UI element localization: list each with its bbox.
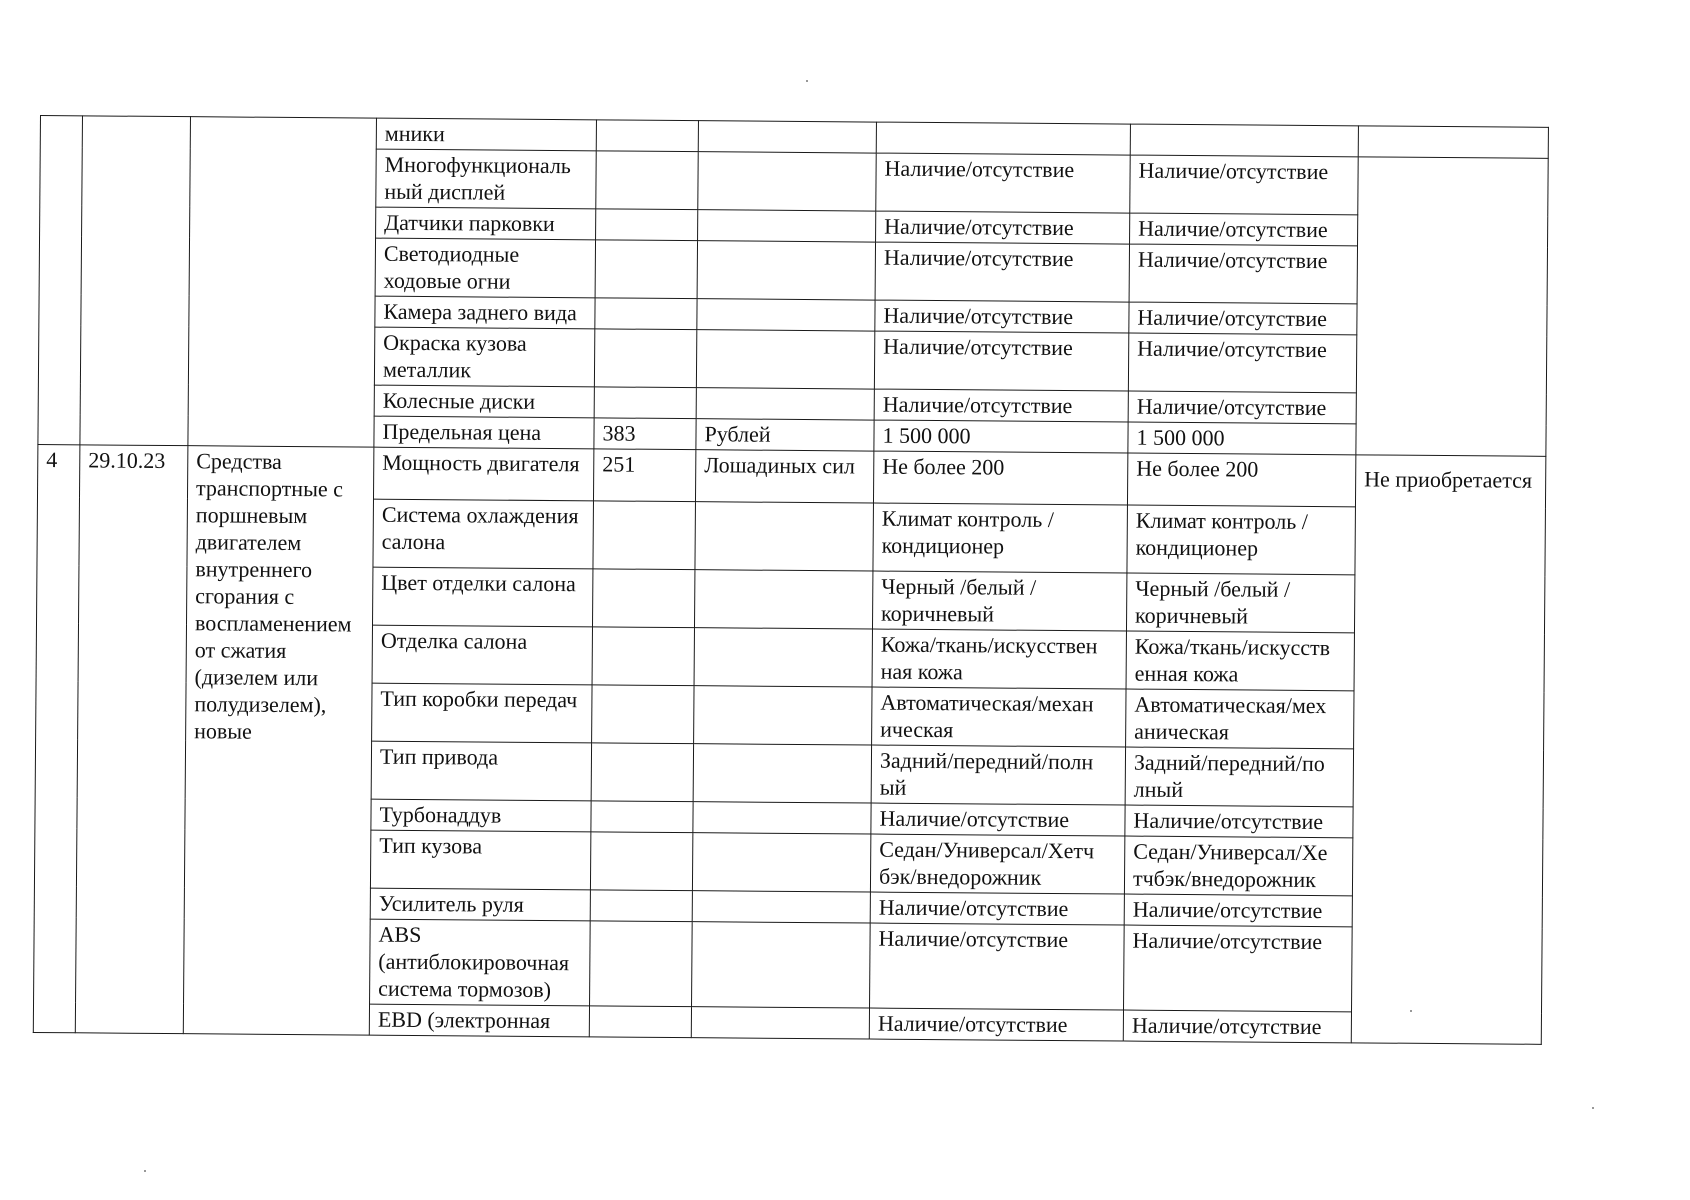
value-max-cell: Климат контроль /кондиционер [1127,505,1356,575]
code-cell [594,387,696,419]
unit-cell [691,1007,869,1039]
value-min-cell: Кожа/ткань/искусствен ная кожа [872,629,1126,689]
code-cell [596,151,698,210]
value-min-cell: Черный /белый / коричневый [872,571,1126,631]
value-max-cell: Наличие/отсутствие [1130,155,1358,215]
code-cell [590,890,692,922]
status-cell [1358,126,1548,158]
value-max-cell: Черный /белый / коричневый [1126,573,1354,633]
table-body [33,116,1548,1045]
code-cell [592,569,694,628]
value-min-cell: Наличие/отсутствие [874,389,1128,422]
unit-cell [698,152,876,211]
unit-cell [694,686,872,745]
value-max-cell: Автоматическая/мех аническая [1126,689,1354,749]
param-cell: Усилитель руля [370,888,590,921]
table-row [38,444,1546,508]
code-cell [589,1006,691,1038]
code-cell [596,120,698,152]
value-max-cell: Наличие/отсутствие [1124,894,1352,927]
scan-speck [1410,1010,1412,1012]
code-cell [593,501,696,570]
scan-speck [806,80,808,82]
value-min-cell: Наличие/отсутствие [875,242,1129,302]
value-min-cell: Автоматическая/механ ическая [872,687,1126,747]
code-cell [594,329,696,388]
unit-cell [694,570,872,629]
unit-cell [696,388,874,420]
unit-cell [693,744,871,803]
param-cell: Тип кузова [370,830,590,890]
unit-cell [698,210,876,242]
name-cell: Средства транспортные с поршневым двигателем внутреннего сгорания с воспламенением от сжатия (дизелем или полудизелем), новые [183,446,374,1035]
param-cell: Цвет отделки салона [373,567,593,627]
name-cell [188,117,377,447]
value-min-cell: Наличие/отсутствие [874,331,1128,391]
param-cell: Турбонаддув [371,799,591,832]
value-max-cell: Наличие/отсутствие [1124,925,1353,1012]
param-cell: Тип коробки передач [372,683,592,743]
code-cell [591,743,693,802]
value-max-cell: Наличие/отсутствие [1130,213,1358,246]
value-max-cell: Седан/Универсал/Хе тчбэк/внедорожник [1124,836,1352,896]
value-max-cell: Наличие/отсутствие [1123,1010,1351,1043]
unit-cell [697,241,875,300]
unit-cell [692,891,870,923]
param-cell: Предельная цена [374,416,594,449]
code-cell [592,627,694,686]
param-cell: Камера заднего вида [375,296,595,329]
value-max-cell: Кожа/ткань/искусств енная кожа [1126,631,1354,691]
param-cell: Тип привода [371,741,591,801]
unit-cell [696,330,874,389]
code-cell [591,801,693,833]
status-cell: Не приобретается [1351,455,1546,1044]
scan-speck [1592,1107,1594,1109]
value-max-cell: Не более 200 [1127,453,1355,507]
value-min-cell: Климат контроль /кондиционер [873,503,1128,573]
code-cell [592,685,694,744]
unit-cell [698,121,876,153]
value-min-cell: Задний/передний/полн ый [871,745,1125,805]
param-cell: Многофункциональ ный дисплей [376,149,596,209]
value-min-cell: Наличие/отсутствие [870,923,1125,1010]
param-cell: Колесные диски [374,385,594,418]
param-cell: Окраска кузова металлик [374,327,594,387]
value-min-cell: Наличие/отсутствие [876,153,1130,213]
value-min-cell: 1 500 000 [874,420,1128,453]
scan-speck [144,1170,146,1172]
value-max-cell: Наличие/отсутствие [1129,302,1357,335]
value-min-cell: Седан/Универсал/Хетч бэк/внедорожник [870,834,1124,894]
param-cell: Датчики парковки [376,207,596,240]
param-cell: Мощность двигателя [373,447,593,501]
code-cell: 251 [593,449,695,502]
value-max-cell: Наличие/отсутствие [1125,805,1353,838]
unit-cell [692,833,870,892]
value-max-cell: 1 500 000 [1128,422,1356,455]
code-cell: 383 [594,418,696,450]
code-cell [595,298,697,330]
code-cell [596,209,698,241]
value-min-cell: Наличие/отсутствие [876,211,1130,244]
unit-cell [694,628,872,687]
param-cell: Система охлаждения салона [373,499,594,569]
code-cell [590,832,692,891]
param-cell: Светодиодные ходовые огни [375,238,595,298]
value-max-cell: Наличие/отсутствие [1129,244,1357,304]
value-max-cell: Задний/передний/по лный [1125,747,1353,807]
unit-cell [693,802,871,834]
status-cell [1356,157,1548,456]
value-max-cell: Наличие/отсутствие [1128,391,1356,424]
value-min-cell: Наличие/отсутствие [871,803,1125,836]
param-cell: мники [376,118,596,151]
number-cell: 4 [33,444,80,1032]
code-cell [590,921,693,1007]
param-cell: Отделка салона [372,625,592,685]
code-cell [595,240,697,299]
param-cell: ABS (антиблокировочная система тормозов) [370,919,591,1006]
unit-cell: Лошадиных сил [695,450,873,503]
value-max-cell [1130,124,1358,157]
date-cell [80,116,191,446]
number-cell [38,116,83,445]
param-cell: EBD (электронная [369,1004,589,1037]
value-min-cell: Не более 200 [873,451,1127,505]
value-max-cell: Наличие/отсутствие [1128,333,1356,393]
date-cell: 29.10.23 [75,445,188,1034]
value-min-cell: Наличие/отсутствие [869,1008,1123,1041]
unit-cell [695,502,874,571]
unit-cell [697,299,875,331]
unit-cell: Рублей [696,419,874,451]
value-min-cell [876,122,1130,155]
specification-table [33,115,1549,1045]
unit-cell [692,922,871,1008]
value-min-cell: Наличие/отсутствие [870,892,1124,925]
value-min-cell: Наличие/отсутствие [875,300,1129,333]
